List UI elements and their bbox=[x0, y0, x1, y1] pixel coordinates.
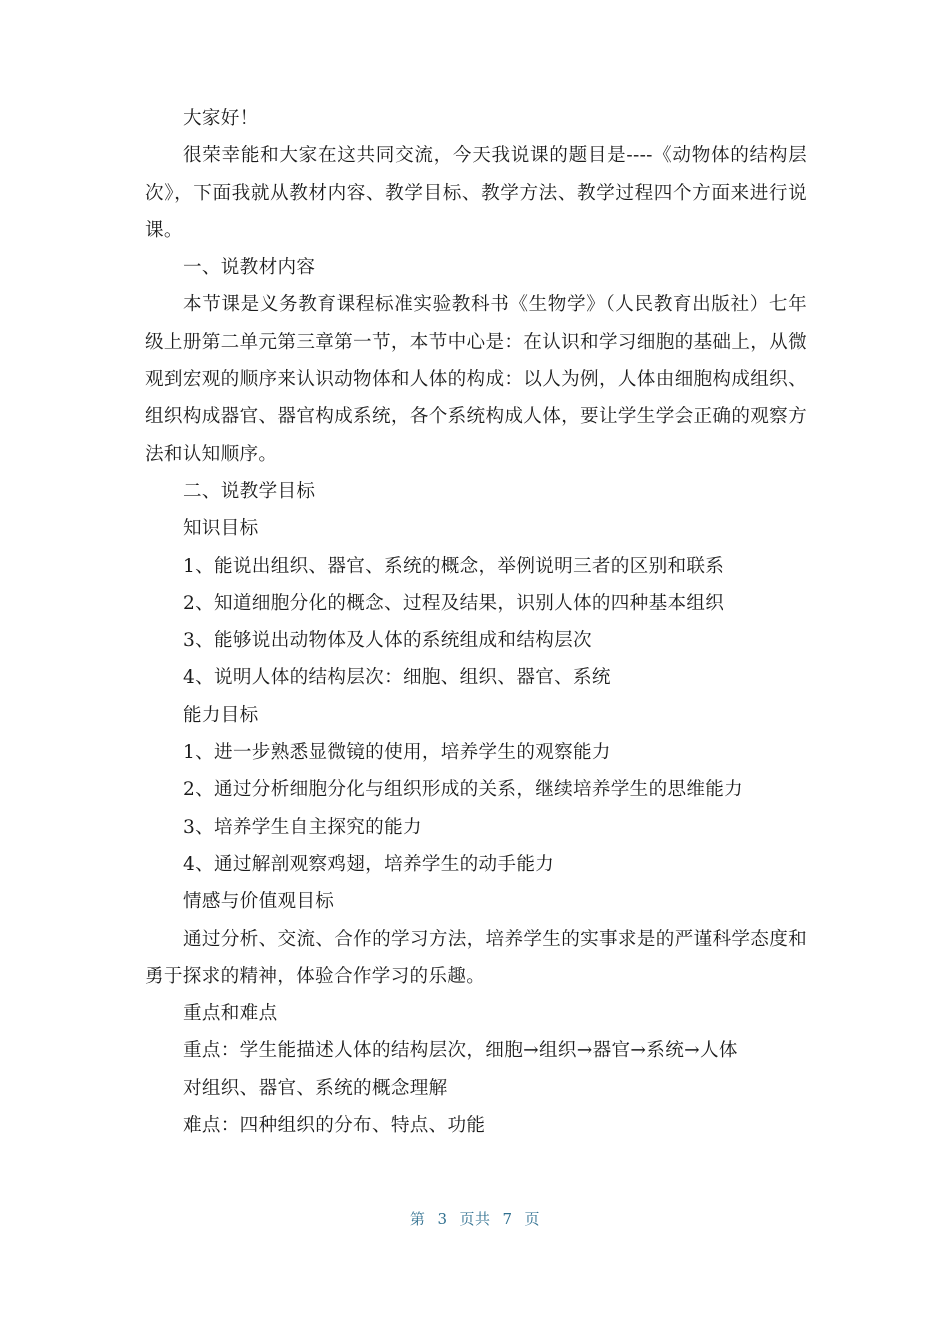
list-item: 1、能说出组织、器官、系统的概念，举例说明三者的区别和联系 bbox=[183, 555, 725, 577]
section-heading-textbook: 一、说教材内容 bbox=[183, 257, 316, 279]
list-item: 3、能够说出动物体及人体的系统组成和结构层次 bbox=[183, 630, 592, 652]
footer-word-di: 第 bbox=[409, 1210, 426, 1228]
textbook-paragraph: 本节课是义务教育课程标准实验教科书《生物学》（人民教育出版社）七年级上册第二单元第三章第一节，本节中心是：在认识和学习细胞的基础上，从微观到宏观的顺序来认识动物体和人体的构成：以人为例，人体由细胞构成组织、组织构成器官、器官构成系统，各个系统构成人体，要让学生学会正确的观察方法和认知顺序。 bbox=[145, 294, 807, 465]
key-point-paragraph: 重点：学生能描述人体的结构层次，细胞→组织→器官→系统→人体 bbox=[183, 1040, 738, 1062]
subheading-key-points: 重点和难点 bbox=[183, 1003, 278, 1025]
current-page-number: 3 bbox=[437, 1210, 448, 1228]
subheading-ability: 能力目标 bbox=[183, 704, 259, 726]
list-item: 4、通过解剖观察鸡翅，培养学生的动手能力 bbox=[183, 853, 555, 875]
list-item: 1、进一步熟悉显微镜的使用，培养学生的观察能力 bbox=[183, 742, 611, 764]
list-item: 3、培养学生自主探究的能力 bbox=[183, 816, 422, 838]
list-item: 2、知道细胞分化的概念、过程及结果，识别人体的四种基本组织 bbox=[183, 592, 725, 614]
footer-word-ye-gong: 页共 bbox=[459, 1210, 491, 1228]
intro-paragraph: 很荣幸能和大家在这共同交流，今天我说课的题目是----《动物体的结构层次》，下面我就从教材内容、教学目标、教学方法、教学过程四个方面来进行说课。 bbox=[145, 145, 807, 241]
footer-word-ye: 页 bbox=[524, 1210, 541, 1228]
difficulty-paragraph: 难点：四种组织的分布、特点、功能 bbox=[183, 1115, 486, 1137]
values-paragraph: 通过分析、交流、合作的学习方法，培养学生的实事求是的严谨科学态度和勇于探求的精神，体验合作学习的乐趣。 bbox=[145, 928, 807, 987]
greeting: 大家好！ bbox=[183, 108, 259, 129]
subheading-knowledge: 知识目标 bbox=[183, 518, 259, 540]
list-item: 2、通过分析细胞分化与组织形成的关系，继续培养学生的思维能力 bbox=[183, 779, 744, 801]
list-item: 4、说明人体的结构层次：细胞、组织、器官、系统 bbox=[183, 667, 611, 689]
document-body bbox=[145, 100, 807, 1144]
total-page-count: 7 bbox=[502, 1210, 513, 1228]
key-point-continuation: 对组织、器官、系统的概念理解 bbox=[183, 1077, 448, 1099]
section-heading-goals: 二、说教学目标 bbox=[183, 480, 316, 502]
subheading-values: 情感与价值观目标 bbox=[183, 891, 335, 913]
page-footer bbox=[0, 1208, 950, 1229]
